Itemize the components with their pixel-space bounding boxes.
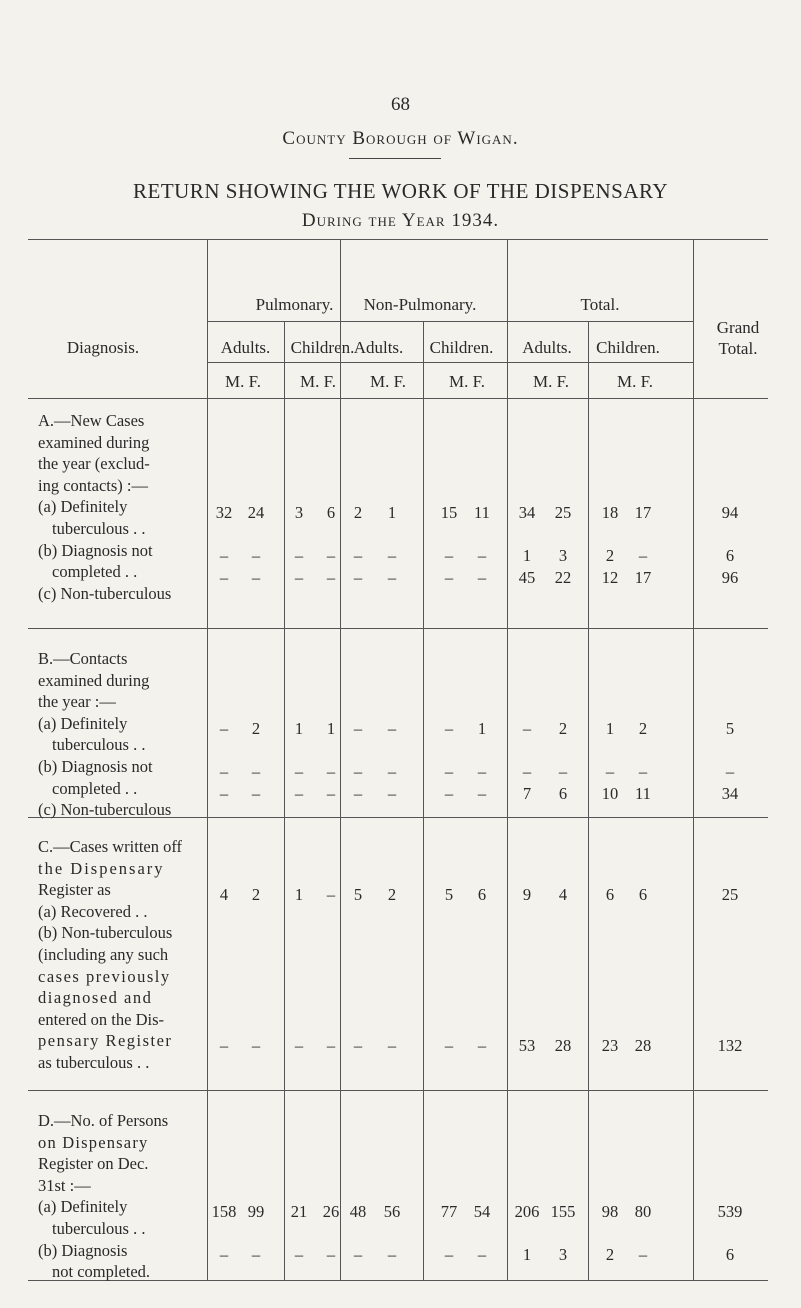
- table-cell: 2: [638, 719, 648, 738]
- table-cell: –: [444, 784, 454, 803]
- diagnosis-line: C.—Cases written off: [38, 837, 183, 856]
- diagnosis-line: pensary Register: [38, 1031, 173, 1051]
- table-cell: –: [638, 1245, 648, 1264]
- table-cell: 53: [518, 1036, 536, 1055]
- table-cell: –: [387, 568, 397, 587]
- table-cell: –: [219, 719, 229, 738]
- table-cell: –: [251, 762, 261, 781]
- table-cell: –: [638, 762, 648, 781]
- diagnosis-line: B.—Contacts: [38, 649, 128, 668]
- table-cell: 2: [251, 719, 261, 738]
- table-cell: 45: [518, 568, 536, 587]
- table-cell: 17: [634, 503, 652, 522]
- grand-total-cell: 34: [721, 784, 739, 803]
- diagnosis-line: A.—New Cases: [38, 411, 145, 430]
- grand-total-cell: 25: [721, 885, 739, 904]
- table-cell: –: [326, 784, 336, 803]
- diagnosis-line: the year (exclud-: [38, 454, 150, 474]
- table-cell: 48: [349, 1202, 367, 1221]
- table-cell: 4: [558, 885, 568, 904]
- diagnosis-line: the year :—: [38, 692, 116, 712]
- table-cell: –: [477, 546, 487, 565]
- table-cell: –: [387, 546, 397, 565]
- diagnosis-line: (a) Definitely: [38, 1197, 128, 1217]
- table-cell: –: [294, 568, 304, 587]
- table-cell: –: [444, 1245, 454, 1264]
- grand-total-cell: 94: [721, 503, 739, 522]
- table-cell: –: [387, 762, 397, 781]
- table-cell: –: [444, 719, 454, 738]
- table-cell: 6: [558, 784, 568, 803]
- table-cell: –: [326, 885, 336, 904]
- table-cell: 1: [294, 885, 304, 904]
- diagnosis-column-header: Diagnosis.: [66, 338, 140, 357]
- table-cell: –: [326, 568, 336, 587]
- table-cell: –: [219, 1245, 229, 1264]
- table-cell: –: [353, 568, 363, 587]
- table-cell: 18: [601, 503, 619, 522]
- table-cell: –: [522, 762, 532, 781]
- table-cell: 17: [634, 568, 652, 587]
- diagnosis-line: (b) Non-tuberculous: [38, 923, 173, 943]
- diagnosis-line: D.—No. of Persons: [38, 1111, 169, 1130]
- mf-header: M. F.: [300, 372, 336, 391]
- diagnosis-line: cases previously: [38, 966, 171, 986]
- pulmonary-header: Pulmonary.: [255, 295, 334, 314]
- header-rule: [207, 321, 693, 322]
- table-cell: 2: [605, 546, 615, 565]
- table-cell: 12: [601, 568, 619, 587]
- table-cell: 9: [522, 885, 532, 904]
- table-cell: 56: [383, 1202, 401, 1221]
- table-cell: 6: [605, 885, 615, 904]
- table-cell: 6: [477, 885, 487, 904]
- table-cell: –: [326, 1245, 336, 1264]
- table-cell: 80: [634, 1202, 652, 1221]
- table-cell: 1: [294, 719, 304, 738]
- table-cell: 11: [635, 784, 651, 803]
- pulmonary-children-header: Children.: [290, 338, 355, 357]
- table-cell: 1: [522, 1245, 532, 1264]
- table-cell: 1: [326, 719, 336, 738]
- diagnosis-line: (b) Diagnosis not: [38, 540, 153, 560]
- diagnosis-line: tuberculous . .: [52, 518, 146, 538]
- table-cell: 4: [219, 885, 229, 904]
- table-cell: –: [294, 1245, 304, 1264]
- report-subtitle: During the Year 1934.: [301, 210, 500, 231]
- table-cell: 3: [294, 503, 304, 522]
- table-cell: –: [444, 568, 454, 587]
- diagnosis-line: (b) Diagnosis: [38, 1240, 128, 1260]
- table-cell: –: [387, 1036, 397, 1055]
- diagnosis-line: completed . .: [52, 778, 138, 798]
- table-cell: –: [522, 719, 532, 738]
- table-cell: –: [219, 762, 229, 781]
- table-cell: –: [251, 1036, 261, 1055]
- diagnosis-line: (a) Definitely: [38, 713, 128, 733]
- table-cell: 2: [558, 719, 568, 738]
- table-cell: –: [294, 1036, 304, 1055]
- diagnosis-line: completed . .: [52, 562, 138, 582]
- table-cell: –: [353, 1036, 363, 1055]
- non-pulmonary-children-header: Children.: [429, 338, 494, 357]
- total-header: Total.: [580, 295, 620, 314]
- borough-heading: County Borough of Wigan.: [282, 128, 519, 149]
- table-cell: 28: [554, 1036, 572, 1055]
- table-cell: 26: [322, 1202, 340, 1221]
- mf-header: M. F.: [449, 372, 485, 391]
- grand-total-header-line1: Grand: [716, 318, 760, 337]
- table-cell: 22: [554, 568, 572, 587]
- table-cell: 7: [522, 784, 532, 803]
- table-cell: 77: [440, 1202, 458, 1221]
- section-rule: [28, 628, 768, 629]
- grand-total-cell: –: [725, 762, 735, 781]
- section-rule: [28, 1090, 768, 1091]
- table-cell: –: [219, 568, 229, 587]
- column-rule: [693, 240, 694, 1280]
- grand-total-cell: 6: [725, 546, 735, 565]
- section-c-label: [38, 836, 208, 1074]
- table-cell: –: [353, 1245, 363, 1264]
- diagnosis-line: entered on the Dis-: [38, 1009, 164, 1029]
- table-cell: –: [605, 762, 615, 781]
- diagnosis-line: the Dispensary: [38, 858, 165, 878]
- section-b-label: [38, 648, 208, 821]
- total-children-header: Children.: [596, 338, 660, 357]
- diagnosis-line: Register as: [38, 880, 111, 900]
- table-cell: 21: [290, 1202, 308, 1221]
- table-cell: –: [219, 784, 229, 803]
- table-cell: –: [353, 784, 363, 803]
- diagnosis-line: (a) Recovered . .: [38, 901, 148, 921]
- table-cell: –: [294, 762, 304, 781]
- header-rule: [207, 362, 693, 363]
- mf-header: M. F.: [370, 372, 406, 391]
- table-cell: –: [353, 762, 363, 781]
- column-rule: [507, 240, 508, 1280]
- table-cell: 2: [605, 1245, 615, 1264]
- grand-total-cell: 6: [725, 1245, 735, 1264]
- grand-total-header-line2: Total.: [718, 339, 758, 358]
- total-adults-header: Adults.: [522, 338, 572, 357]
- report-title: RETURN SHOWING THE WORK OF THE DISPENSARY: [132, 179, 669, 203]
- column-rule: [423, 322, 424, 1280]
- diagnosis-line: tuberculous . .: [52, 1218, 146, 1238]
- section-d-label: [38, 1110, 208, 1283]
- non-pulmonary-adults-header: Adults.: [353, 338, 404, 357]
- table-cell: –: [326, 546, 336, 565]
- table-cell: 34: [518, 503, 536, 522]
- grand-total-cell: 132: [717, 1036, 743, 1055]
- table-cell: –: [387, 1245, 397, 1264]
- table-cell: –: [251, 1245, 261, 1264]
- table-cell: –: [353, 719, 363, 738]
- table-cell: 15: [440, 503, 458, 522]
- table-cell: 1: [477, 719, 487, 738]
- non-pulmonary-header: Non-Pulmonary.: [363, 295, 477, 314]
- table-cell: 25: [554, 503, 572, 522]
- table-cell: 5: [444, 885, 454, 904]
- table-cell: –: [219, 546, 229, 565]
- mf-header: M. F.: [533, 372, 569, 391]
- table-cell: 24: [247, 503, 265, 522]
- grand-total-cell: 539: [717, 1202, 743, 1221]
- table-cell: –: [477, 1036, 487, 1055]
- pulmonary-adults-header: Adults.: [220, 338, 271, 357]
- table-cell: –: [387, 784, 397, 803]
- table-cell: 5: [353, 885, 363, 904]
- table-cell: –: [558, 762, 568, 781]
- table-cell: –: [477, 762, 487, 781]
- table-cell: 6: [638, 885, 648, 904]
- table-cell: 2: [353, 503, 363, 522]
- table-cell: 11: [474, 503, 490, 522]
- table-cell: –: [219, 1036, 229, 1055]
- diagnosis-line: examined during: [38, 432, 150, 452]
- diagnosis-line: (including any such: [38, 944, 169, 964]
- table-cell: 32: [215, 503, 233, 522]
- grand-total-cell: 5: [725, 719, 735, 738]
- table-cell: 28: [634, 1036, 652, 1055]
- table-cell: –: [326, 1036, 336, 1055]
- section-a-label: [38, 410, 208, 604]
- table-cell: –: [477, 1245, 487, 1264]
- diagnosis-line: (a) Definitely: [38, 497, 128, 517]
- table-cell: 1: [522, 546, 532, 565]
- table-cell: –: [444, 1036, 454, 1055]
- table-cell: 155: [550, 1202, 576, 1221]
- diagnosis-line: Register on Dec.: [38, 1154, 149, 1174]
- table-cell: 2: [387, 885, 397, 904]
- column-rule: [340, 240, 341, 1280]
- table-cell: –: [251, 568, 261, 587]
- diagnosis-line: tuberculous . .: [52, 735, 146, 755]
- mf-header: M. F.: [617, 372, 653, 391]
- diagnosis-line: diagnosed and: [38, 988, 153, 1008]
- table-cell: –: [387, 719, 397, 738]
- table-cell: –: [294, 784, 304, 803]
- table-cell: 158: [211, 1202, 237, 1221]
- table-cell: –: [477, 568, 487, 587]
- diagnosis-line: examined during: [38, 670, 150, 690]
- table-cell: –: [326, 762, 336, 781]
- diagnosis-line: as tuberculous . .: [38, 1052, 150, 1072]
- table-cell: 23: [601, 1036, 619, 1055]
- table-cell: 3: [558, 1245, 568, 1264]
- table-cell: 1: [605, 719, 615, 738]
- column-rule: [588, 322, 589, 1280]
- table-cell: –: [638, 546, 648, 565]
- table-cell: –: [444, 546, 454, 565]
- table-cell: 10: [601, 784, 619, 803]
- table-cell: –: [353, 546, 363, 565]
- diagnosis-line: (b) Diagnosis not: [38, 756, 153, 776]
- page-number: 68: [391, 94, 410, 115]
- table-cell: 3: [558, 546, 568, 565]
- diagnosis-line: (c) Non-tuberculous: [38, 583, 172, 603]
- table-cell: 1: [387, 503, 397, 522]
- table-cell: –: [444, 762, 454, 781]
- grand-total-cell: 96: [721, 568, 739, 587]
- table-cell: 54: [473, 1202, 491, 1221]
- table-cell: 6: [326, 503, 336, 522]
- table-cell: 99: [247, 1202, 265, 1221]
- table-cell: –: [477, 784, 487, 803]
- table-cell: –: [251, 546, 261, 565]
- mf-header: M. F.: [225, 372, 261, 391]
- table-cell: –: [251, 784, 261, 803]
- diagnosis-line: on Dispensary: [38, 1132, 149, 1152]
- table-cell: –: [294, 546, 304, 565]
- table-cell: 206: [514, 1202, 540, 1221]
- table-cell: 2: [251, 885, 261, 904]
- diagnosis-line: (c) Non-tuberculous: [38, 800, 172, 820]
- diagnosis-line: not completed.: [52, 1262, 151, 1282]
- table-cell: 98: [601, 1202, 619, 1221]
- diagnosis-line: 31st :—: [38, 1175, 91, 1195]
- header-rule: [28, 398, 768, 399]
- diagnosis-line: ing contacts) :—: [38, 475, 148, 495]
